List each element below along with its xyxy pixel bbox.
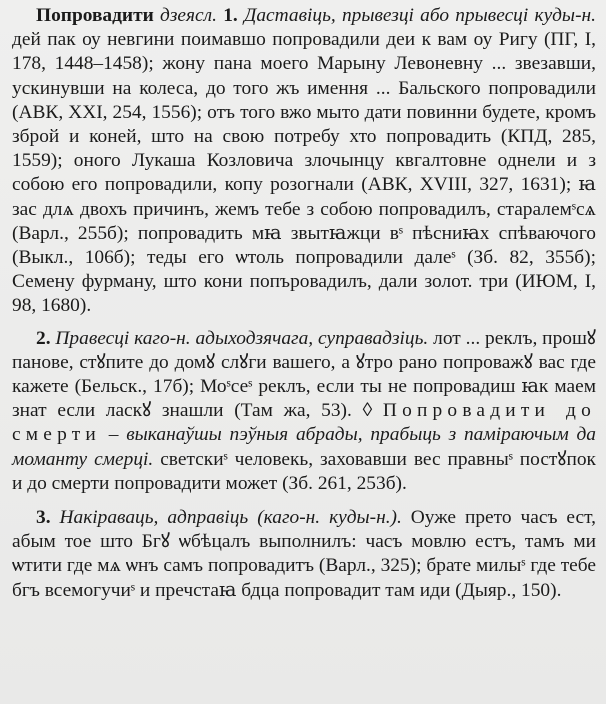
phrase-definition: – выканаўшы пэўныя абрады, прабыць з паміраючым да моманту смерці.	[12, 424, 596, 470]
phrase-citations: светскиˢ человекь, заховавши вес правныˢ постꙋпок и до смерти попровадити может (Зб. 261, 253б).	[12, 448, 596, 494]
sense-1-citations: дей пак оу невгини поимавшо попровадили деи к вам оу Ригу (ПГ, I, 178, 1448–1458); жону пана моего Марыну Левоневну ... звезавши, ускинувши на колеса, до того жъ имення ... Бальского попровадили (АВК, XXI, 254, 1556); отъ того вжо мыто дати повинни будете, кромъ зброй и коней, што на свою потребу хто попровадить (КПД, 285, 1559); оного Лукаша Козловича злочынцу квгалтовне однели и з собою его попровадили, копу розогнали (АВК, XVIII, 327, 1631); ꙗ зас длѧ двохъ причинъ, жемъ тебе з собою попровадилъ, старалемˢсѧ (Варл., 255б); попровадить мꙗ звытꙗжци вˢ пѣсниꙗх спѣваючого (Выкл., 106б); теды его ѡтоль попровадили далеˢ (Зб. 82, 355б); Семену фурману, штo кони попъровадилъ, дали золот. три (ИЮМ, I, 98, 1680).	[12, 29, 596, 317]
sense-1-number: 1.	[223, 5, 238, 26]
sense-2-number: 2.	[36, 327, 51, 349]
sense-1-paragraph	[12, 4, 596, 319]
sense-2-definition: Правесці каго-н. адыходзячага, суправадзіць.	[55, 327, 429, 349]
sense-3-paragraph	[12, 506, 596, 603]
headword: Попровадити	[36, 5, 154, 26]
phrase-headword: Попровадити до смерти	[12, 400, 596, 446]
part-of-speech: дзеясл.	[160, 5, 217, 26]
sense-2-citations: лот ... реклъ, прошꙋ панове, стꙋпите до домꙋ слꙋги вашего, а ꙋтро рано попроважꙋ вас где кажете (Бельск., 17б); Моˢсеˢ реклъ, если ты не попровадиш ꙗк маем знат если ласкꙋ знашли (Там жа, 53). ◊	[12, 327, 596, 422]
sense-3-number: 3.	[36, 507, 51, 529]
dictionary-entry	[12, 4, 596, 603]
sense-2-paragraph	[12, 327, 596, 496]
sense-3-definition: Накіраваць, адправіць (каго-н. куды-н.).	[59, 507, 402, 529]
sense-1-definition: Даставіць, прывезці або прывесці куды-н.	[244, 5, 596, 26]
sense-3-citations: Оуже прето часъ ест, абым тое што Бгꙋ ѡбѣцалъ выполнилъ: часъ мовлю естъ, тамъ ми ѡтити где мѧ ѡнъ самъ попровадитъ (Варл., 325); брате милыˢ где тебе бгъ всемогучиˢ и пречстаꙗ бдца попровадит там иди (Дыяр., 150).	[12, 507, 596, 601]
